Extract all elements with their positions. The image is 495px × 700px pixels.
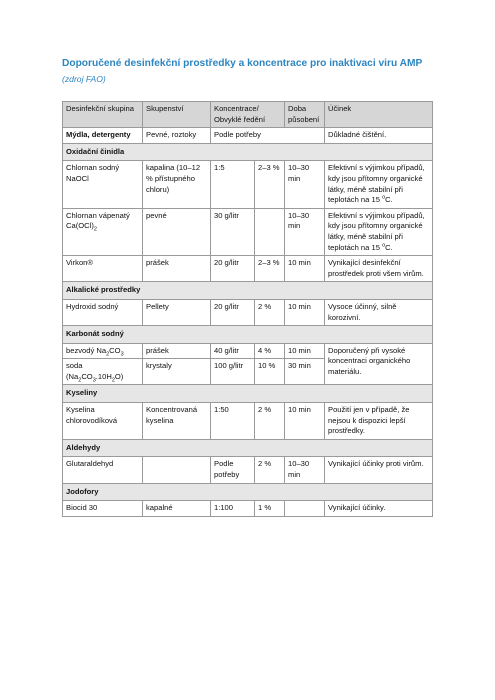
cell-concentration: 1:5 xyxy=(211,161,255,208)
cell-percent: 2 % xyxy=(255,403,285,440)
name-text: (Na xyxy=(66,371,79,381)
cell-state: Koncentrovaná kyselina xyxy=(143,403,211,440)
cell-effect xyxy=(325,161,433,208)
table-row xyxy=(63,501,433,517)
cell-effect: Vynikající účinky. xyxy=(325,501,433,517)
cell-time: 10–30 min xyxy=(285,208,325,255)
section-row xyxy=(63,385,433,403)
header-ucinek: Účinek xyxy=(325,102,433,128)
name-text: CO xyxy=(81,371,93,381)
cell-name: Biocid 30 xyxy=(63,501,143,517)
cell-time: 10 min xyxy=(285,343,325,359)
cell-name: Chlornan sodný NaOCl xyxy=(63,161,143,208)
cell-effect: Vynikající účinky proti virům. xyxy=(325,457,433,483)
header-skupenstvi: Skupenství xyxy=(143,102,211,128)
degree-mark: o xyxy=(382,194,386,201)
name-text: Chlornan vápenatý Ca(OCl) xyxy=(66,210,130,231)
cell-state: krystaly xyxy=(143,359,211,385)
name-subscript: 2 xyxy=(111,377,115,384)
cell-percent: 1 % xyxy=(255,501,285,517)
name-subscript: 3 xyxy=(120,351,124,358)
cell-percent xyxy=(255,208,285,255)
section-label: Jodofory xyxy=(63,483,433,501)
cell-effect: Vynikající desinfekční prostředek proti všem virům. xyxy=(325,256,433,282)
cell-time: 10–30 min xyxy=(285,457,325,483)
cell-concentration: 1:100 xyxy=(211,501,255,517)
cell-state: prášek xyxy=(143,256,211,282)
header-doba: Doba působení xyxy=(285,102,325,128)
name-text: CO xyxy=(109,345,121,355)
cell-group: Mýdla, detergenty xyxy=(63,128,143,144)
cell-name xyxy=(63,359,143,385)
cell-state xyxy=(143,457,211,483)
table-row xyxy=(63,457,433,483)
section-label: Alkalické prostředky xyxy=(63,282,433,300)
cell-name xyxy=(63,208,143,255)
table-row xyxy=(63,208,433,255)
degree-mark: o xyxy=(382,242,386,248)
cell-concentration: 1:50 xyxy=(211,403,255,440)
cell-percent: 2 % xyxy=(255,457,285,483)
disinfectant-table xyxy=(62,101,433,517)
name-text: bezvodý Na xyxy=(66,345,107,355)
cell-time: 10 min xyxy=(285,256,325,282)
section-label: Karbonát sodný xyxy=(63,326,433,344)
cell-state: kapalné xyxy=(143,501,211,517)
cell-time: 10–30 min xyxy=(285,161,325,208)
header-koncentrace: Koncentrace/ Obvyklé ředění xyxy=(211,102,285,128)
cell-time: 10 min xyxy=(285,299,325,325)
cell-name: Kyselina chlorovodíková xyxy=(63,403,143,440)
table-row xyxy=(63,161,433,208)
cell-state: Pellety xyxy=(143,299,211,325)
cell-percent: 2–3 % xyxy=(255,256,285,282)
section-row xyxy=(63,326,433,344)
name-text: O) xyxy=(114,371,124,381)
name-subscript: 2 xyxy=(93,226,97,233)
cell-concentration: 100 g/litr xyxy=(211,359,255,385)
cell-concentration: 20 g/litr xyxy=(211,256,255,282)
section-row xyxy=(63,282,433,300)
section-row xyxy=(63,439,433,457)
cell-percent: 10 % xyxy=(255,359,285,385)
document-title: Doporučené desinfekční prostředky a koncentrace pro inaktivaci viru AMP xyxy=(62,58,423,69)
cell-name: Virkon® xyxy=(63,256,143,282)
effect-text: Efektivní s výjimkou případů, kdy jsou přítomny organické látky, méně stabilní při teplotách na 15 xyxy=(328,210,425,252)
table-row xyxy=(63,343,433,359)
effect-unit: C. xyxy=(385,242,393,252)
cell-percent: 2–3 % xyxy=(255,161,285,208)
cell-name: Hydroxid sodný xyxy=(63,299,143,325)
table-row xyxy=(63,256,433,282)
cell-state: prášek xyxy=(143,343,211,359)
table-row xyxy=(63,128,433,144)
header-skupina: Desinfekční skupina xyxy=(63,102,143,128)
cell-percent: 4 % xyxy=(255,343,285,359)
cell-name xyxy=(63,343,143,359)
cell-effect: Použití jen v případě, že nejsou k dispozici lepší prostředky. xyxy=(325,403,433,440)
cell-time: 10 min xyxy=(285,403,325,440)
cell-state: kapalina (10–12 % přístupného chloru) xyxy=(143,161,211,208)
effect-unit: C. xyxy=(385,195,393,205)
cell-effect: Důkladné čištění. xyxy=(325,128,433,144)
cell-name: Glutaraldehyd xyxy=(63,457,143,483)
cell-percent: 2 % xyxy=(255,299,285,325)
section-row xyxy=(63,143,433,161)
cell-concentration: 40 g/litr xyxy=(211,343,255,359)
table-row xyxy=(63,299,433,325)
cell-concentration: Podle potřeby xyxy=(211,128,325,144)
cell-effect: Vysoce účinný, silně korozivní. xyxy=(325,299,433,325)
cell-effect xyxy=(325,208,433,255)
name-subscript: 3 xyxy=(92,377,96,384)
name-text: soda xyxy=(66,361,83,371)
table-header-row xyxy=(63,102,433,128)
name-subscript: 2 xyxy=(78,377,82,384)
cell-concentration: 30 g/litr xyxy=(211,208,255,255)
name-subscript: 2 xyxy=(106,351,110,358)
cell-effect: Doporučený při vysoké koncentraci organického materiálu. xyxy=(325,343,433,385)
cell-state: pevné xyxy=(143,208,211,255)
section-label: Aldehydy xyxy=(63,439,433,457)
document-subtitle: (zdroj FAO) xyxy=(62,74,106,84)
section-label: Oxidační činidla xyxy=(63,143,433,161)
cell-time: 30 min xyxy=(285,359,325,385)
section-label: Kyseliny xyxy=(63,385,433,403)
effect-text: Efektivní s výjimkou případů, kdy jsou přítomny organické látky, méně stabilní při teplotách na 15 xyxy=(328,163,425,205)
cell-state: Pevné, roztoky xyxy=(143,128,211,144)
section-row xyxy=(63,483,433,501)
cell-concentration: 20 g/litr xyxy=(211,299,255,325)
name-text: .10H xyxy=(95,371,112,381)
table-row xyxy=(63,403,433,440)
cell-time xyxy=(285,501,325,517)
cell-concentration: Podle potřeby xyxy=(211,457,255,483)
